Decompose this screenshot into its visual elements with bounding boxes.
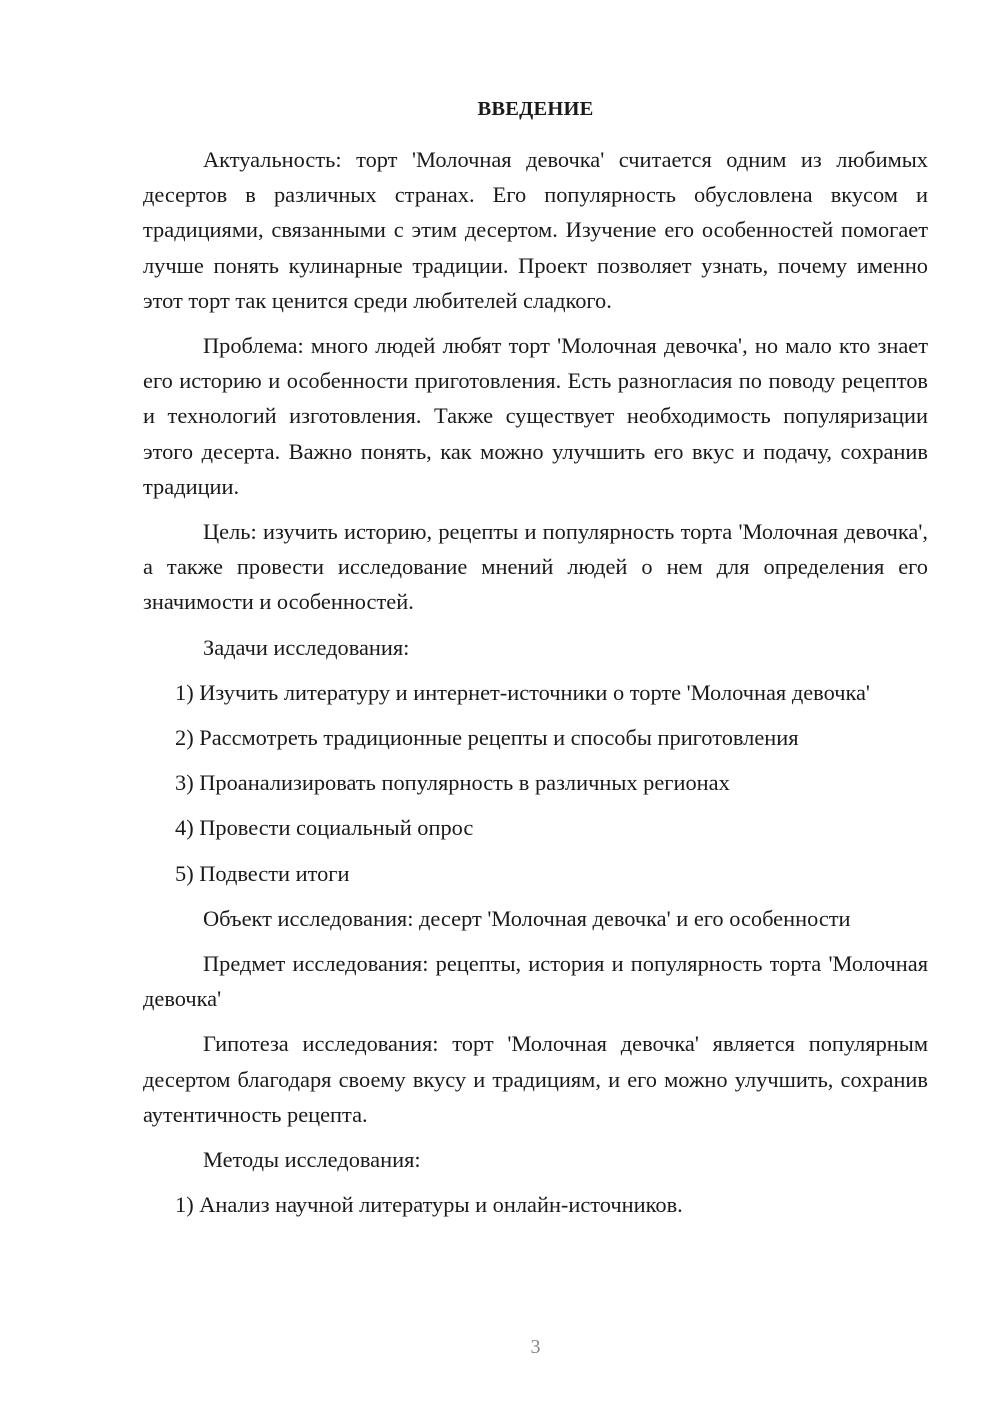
paragraph-problem: Проблема: много людей любят торт 'Молочная девочка', но мало кто знает его историю и особенности приготовления. Есть разногласия по поводу рецептов и технологий изготовления. Также существует необходимость популяризации этого десерта. Важно понять, как можно улучшить его вкус и подачу, сохранив традиции. (143, 333, 928, 499)
task-item-2: 2) Рассмотреть традиционные рецепты и способы приготовления (175, 725, 799, 751)
task-item-5: 5) Подвести итоги (175, 860, 350, 886)
paragraph-object: Объект исследования: десерт 'Молочная девочка' и его особенности (203, 905, 851, 931)
paragraph-methods-title: Методы исследования: (203, 1147, 421, 1173)
paragraph-subject: Предмет исследования: рецепты, история и популярность торта 'Молочная девочка' (143, 951, 928, 1012)
paragraph-relevance: Актуальность: торт 'Молочная девочка' считается одним из любимых десертов в различных странах. Его популярность обусловлена вкусом и традициями, связанными с этим десертом. Изучение его особенностей помогает лучше понять кулинарные традиции. Проект позволяет узнать, почему именно этот торт так ценится среди любителей сладкого. (143, 147, 928, 313)
page-number: 3 (530, 1336, 541, 1358)
document-page (143, 0, 928, 1414)
task-item-3: 3) Проанализировать популярность в различных регионах (175, 770, 730, 796)
paragraph-hypothesis: Гипотеза исследования: торт 'Молочная девочка' является популярным десертом благодаря своему вкусу и традициям, и его можно улучшить, сохранив аутентичность рецепта. (143, 1031, 928, 1127)
document-body (143, 142, 928, 1232)
task-item-1: 1) Изучить литературу и интернет-источники о торте 'Молочная девочка' (175, 679, 870, 705)
section-heading: ВВЕДЕНИЕ (477, 98, 594, 120)
paragraph-goal: Цель: изучить историю, рецепты и популярность торта 'Молочная девочка', а также провести исследование мнений людей о нем для определения его значимости и особенностей. (143, 519, 928, 615)
method-item-1: 1) Анализ научной литературы и онлайн-источников. (175, 1192, 683, 1218)
paragraph-tasks-title: Задачи исследования: (203, 634, 410, 660)
task-item-4: 4) Провести социальный опрос (175, 815, 474, 841)
